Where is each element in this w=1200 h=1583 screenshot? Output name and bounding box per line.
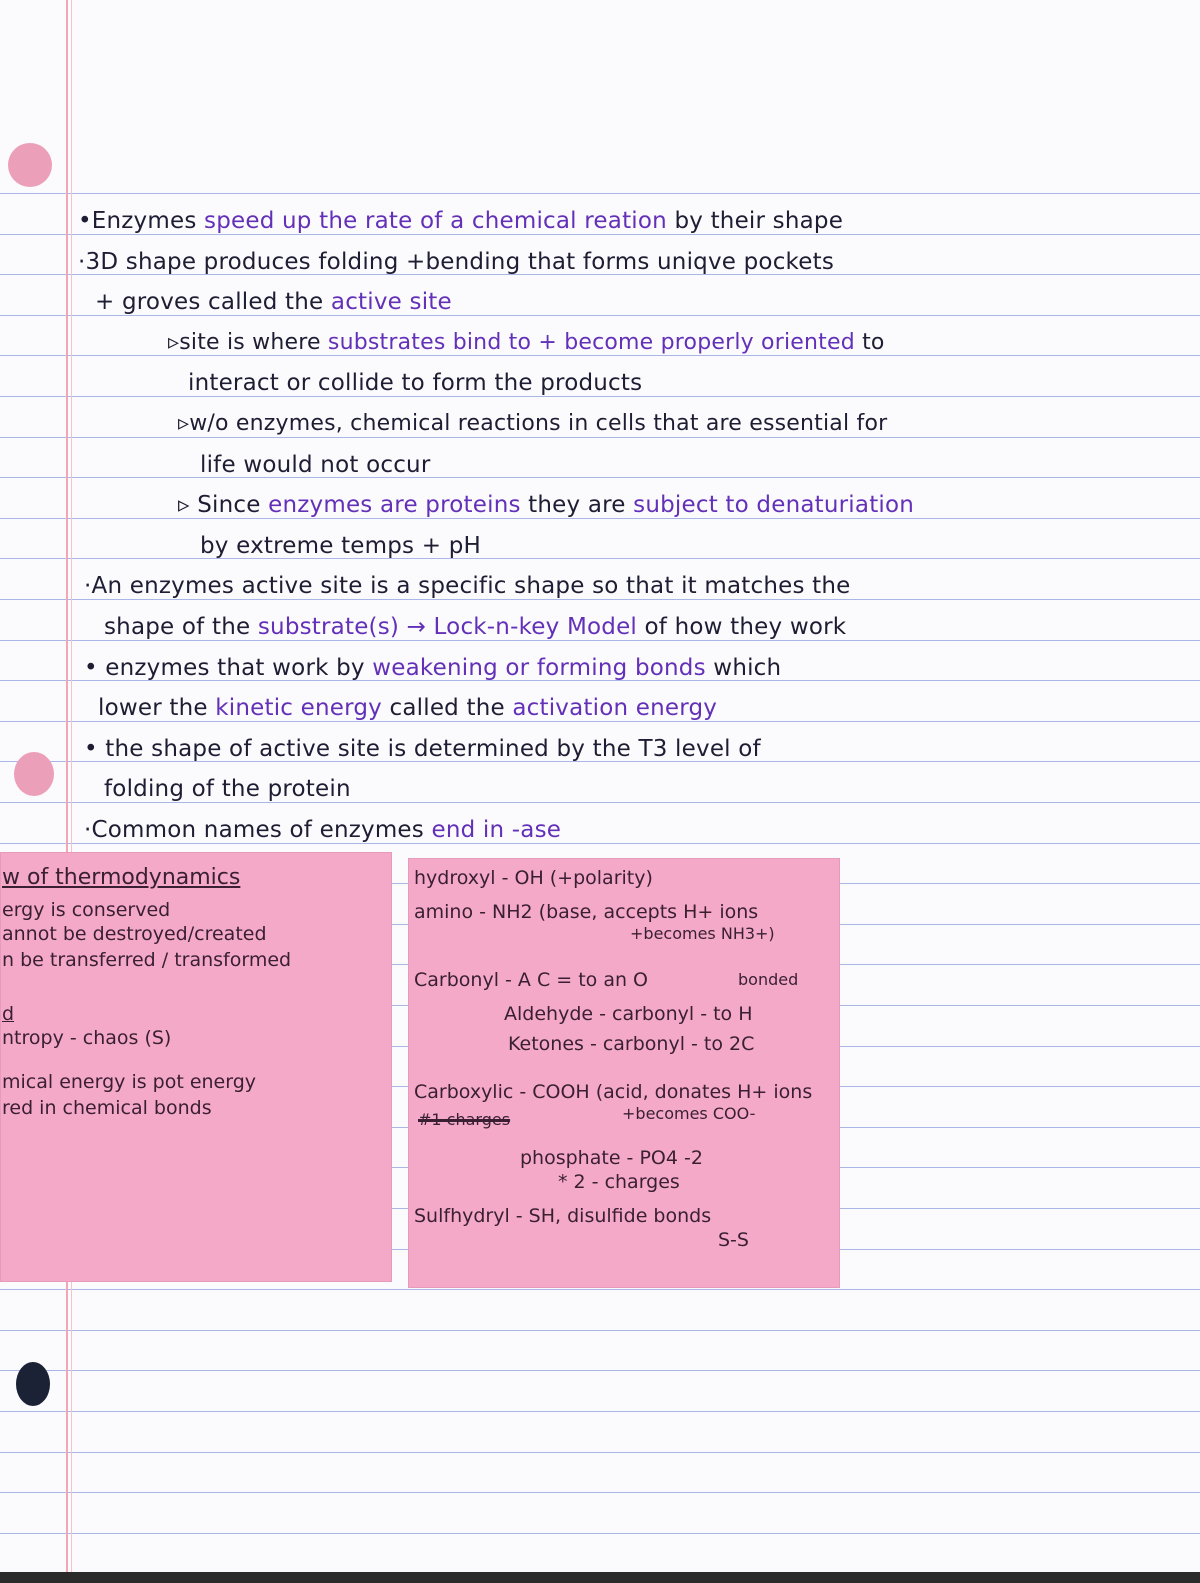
note-text: folding of the protein: [104, 776, 351, 803]
note-text: •Enzymes: [78, 208, 205, 234]
margin-line-secondary: [71, 0, 72, 1583]
amino-text-2: +becomes NH3+): [630, 924, 775, 943]
highlighted-text: kinetic energy: [215, 695, 382, 722]
note-line: [200, 531, 481, 561]
note-text: ·3D shape produces folding +bending that forms uniqve pockets: [78, 248, 835, 275]
highlighted-text: weakening or forming bonds: [372, 654, 706, 681]
note-text: of how they work: [637, 614, 847, 640]
struck-text: #1 charges: [418, 1110, 511, 1129]
note-line: [178, 490, 914, 520]
note-text: interact or collide to form the products: [188, 370, 643, 397]
note-text: • enzymes that work by: [84, 654, 373, 681]
note-text: to: [854, 329, 885, 355]
note-text: by extreme temps + pH: [200, 532, 482, 559]
note-text: lower the: [98, 695, 216, 722]
phosphate-text: phosphate - PO4 -2: [520, 1147, 703, 1169]
ruled-line: [0, 477, 1200, 478]
sticky-line: d: [2, 1003, 15, 1025]
margin-line: [66, 0, 68, 1583]
note-line: [78, 206, 843, 236]
note-text: ·Common names of enzymes: [84, 817, 432, 843]
note-line: [84, 571, 851, 601]
note-line: [104, 774, 351, 804]
note-line: [84, 653, 781, 683]
highlighted-text: end in -ase: [431, 817, 562, 843]
sulfhydryl-text: Sulfhydryl - SH, disulfide bonds: [414, 1205, 712, 1227]
sticky-line: ntropy - chaos (S): [2, 1027, 172, 1049]
note-line: [188, 368, 642, 398]
highlighted-text: activation energy: [512, 695, 718, 722]
note-text: ▹ Since: [178, 492, 269, 519]
highlighted-text: subject to denaturiation: [633, 492, 915, 519]
note-text: they are: [520, 492, 634, 519]
scan-edge: [0, 1572, 1200, 1583]
sticky-title: w of thermodynamics: [2, 865, 241, 890]
ruled-line: [0, 1452, 1200, 1453]
note-line: [78, 247, 834, 277]
sticky-line: ergy is conserved: [2, 899, 171, 921]
note-text: + groves called the: [95, 289, 331, 316]
ruled-line: [0, 193, 1200, 194]
sticky-note-functional-groups: [408, 858, 840, 1288]
note-text: by their shape: [666, 208, 844, 234]
note-line: [95, 287, 452, 317]
ruled-line: [0, 1370, 1200, 1371]
highlighted-text: substrates bind to + become properly oriented: [327, 329, 855, 355]
ruled-line: [0, 1492, 1200, 1493]
binder-hole-top: [8, 143, 52, 187]
phosphate-text-2: * 2 - charges: [558, 1171, 680, 1193]
note-line: [200, 450, 430, 480]
sticky-line: annot be destroyed/created: [2, 923, 267, 945]
highlighted-text: enzymes are proteins: [268, 492, 521, 519]
note-text: which: [705, 654, 782, 681]
highlighted-text: active site: [330, 289, 452, 316]
sticky-line: n be transferred / transformed: [2, 949, 292, 971]
carboxylic-text-2: +becomes COO-: [622, 1104, 756, 1123]
carboxylic-text: Carboxylic - COOH (acid, donates H+ ions: [414, 1081, 813, 1103]
hydroxyl-text: hydroxyl - OH (+polarity): [414, 867, 653, 889]
sticky-note-thermodynamics: [0, 852, 392, 1282]
note-text: • the shape of active site is determined by the T3 level of: [84, 735, 761, 762]
note-line: [98, 693, 717, 723]
ruled-line: [0, 1411, 1200, 1412]
note-text: ▹w/o enzymes, chemical reactions in cells that are essential for: [178, 411, 888, 436]
binder-hole-middle: [14, 752, 54, 796]
note-line: [104, 612, 846, 642]
note-text: shape of the: [104, 614, 258, 640]
aldehyde-text: Aldehyde - carbonyl - to H: [504, 1003, 753, 1025]
highlighted-text: substrate(s) → Lock-n-key Model: [257, 614, 638, 640]
carbonyl-text: Carbonyl - A C = to an O: [414, 969, 649, 991]
disulfide-text: S-S: [718, 1229, 749, 1251]
note-text: called the: [382, 695, 513, 722]
ketones-text: Ketones - carbonyl - to 2C: [508, 1033, 755, 1055]
bonded-note: bonded: [738, 970, 799, 989]
note-line: [84, 815, 561, 845]
ruled-line: [0, 1330, 1200, 1331]
amino-text: amino - NH2 (base, accepts H+ ions: [414, 901, 759, 923]
sticky-line: mical energy is pot energy: [2, 1071, 257, 1093]
note-line: [178, 409, 887, 439]
note-text: life would not occur: [200, 451, 431, 478]
ruled-line: [0, 558, 1200, 559]
note-line: [84, 734, 761, 764]
ruled-line: [0, 1289, 1200, 1290]
highlighted-text: speed up the rate of a chemical reation: [204, 208, 667, 234]
ruled-line: [0, 1533, 1200, 1534]
binder-hole-bottom: [16, 1362, 50, 1406]
note-line: [168, 328, 885, 358]
note-text: ▹site is where: [168, 329, 328, 355]
sticky-line: red in chemical bonds: [2, 1097, 212, 1119]
note-text: ·An enzymes active site is a specific shape so that it matches the: [84, 573, 851, 600]
